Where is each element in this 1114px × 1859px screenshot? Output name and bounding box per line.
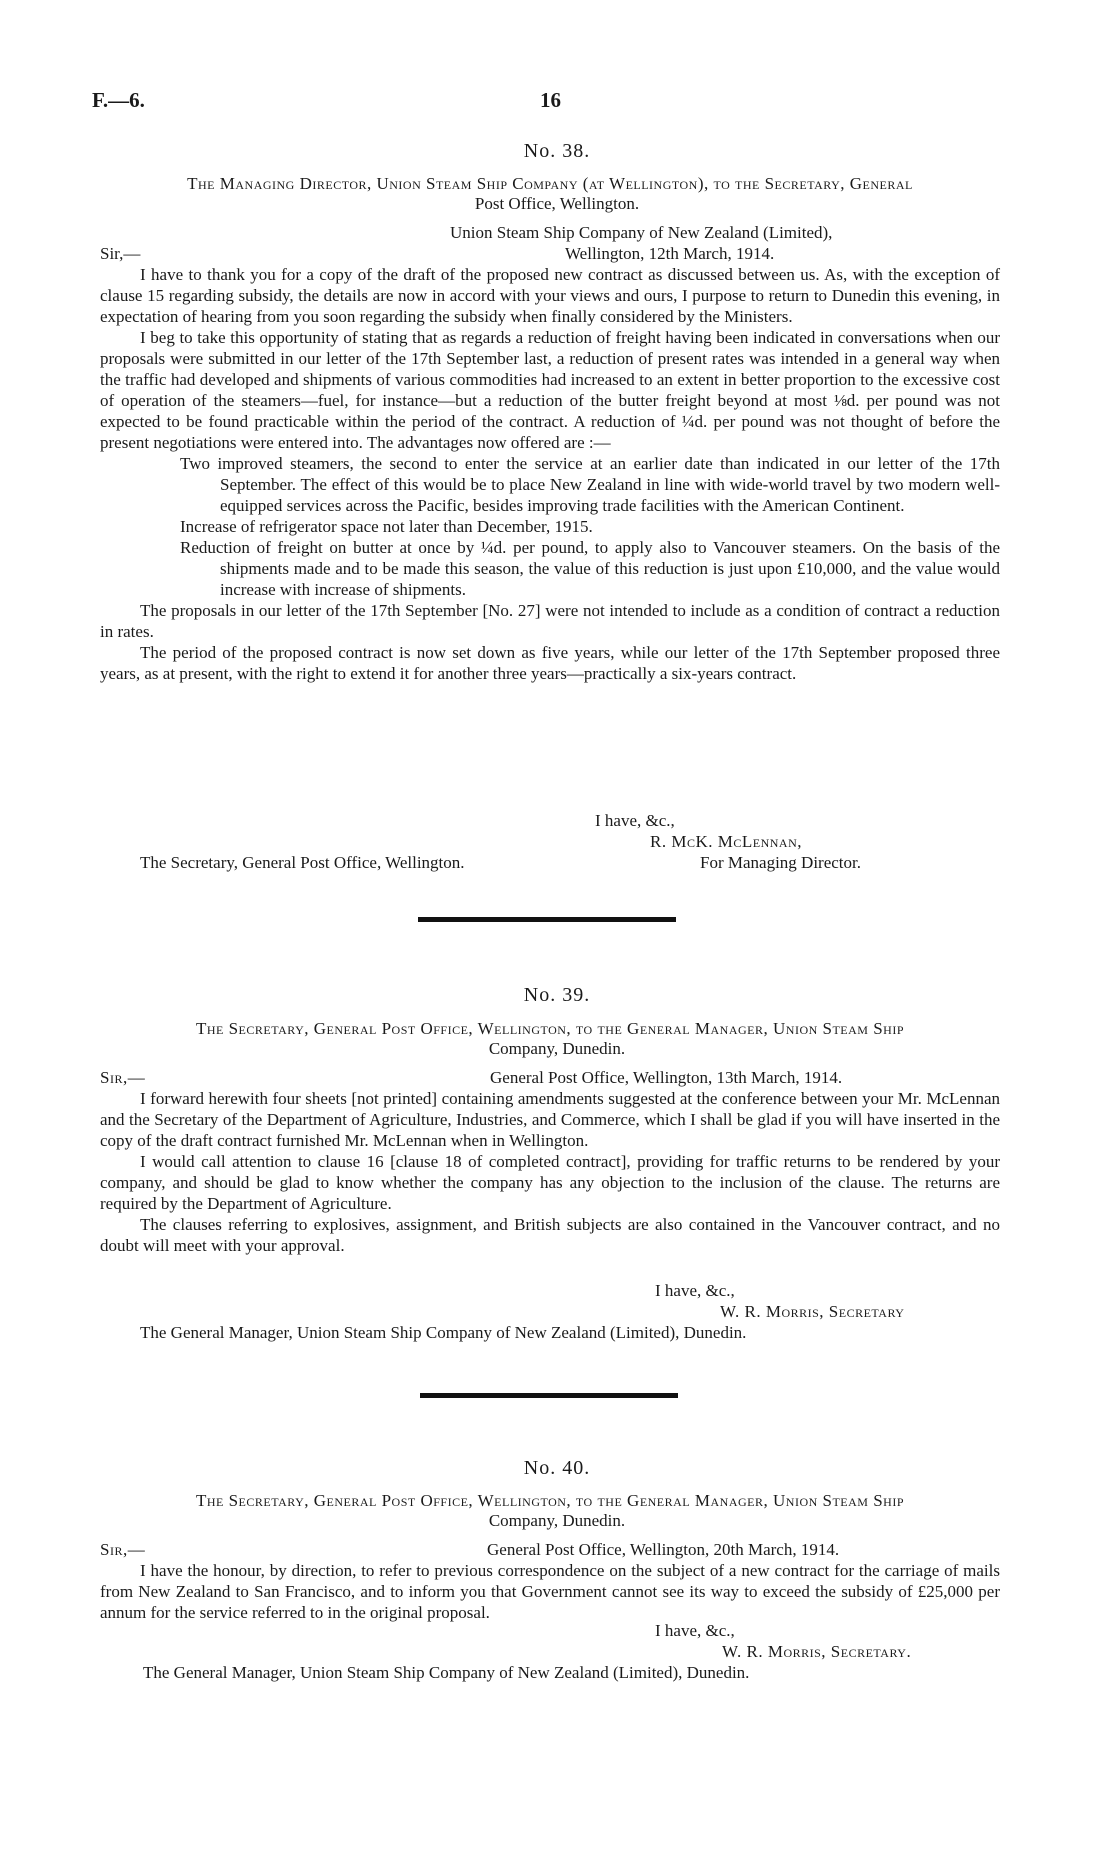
page-number: 16	[540, 88, 561, 112]
letter-38-paragraph: I have to thank you for a copy of the draft of the proposed new contract as discussed between us. As, with the exception of clause 15 regarding subsidy, the details are now in accord with your views and ours, I purpose to return to Dunedin this evening, in expectation of hearing from you soon regarding the subsidy when finally considered by the Ministers.	[100, 265, 1000, 326]
document-reference: F.—6.	[92, 88, 145, 112]
letter-39-recipient: The General Manager, Union Steam Ship Company of New Zealand (Limited), Dunedin.	[140, 1323, 747, 1342]
list-item: Increase of refrigerator space not later than December, 1915.	[180, 517, 593, 536]
letter-39-paragraph: I would call attention to clause 16 [clause 18 of completed contract], providing for traffic returns to be rendered by your company, and should be glad to know whether the company has any objection to the inclusion of the clause. The returns are required by the Department of Agriculture.	[100, 1152, 1000, 1213]
letter-38-closing: I have, &c.,	[595, 811, 675, 830]
letter-40-address: General Post Office, Wellington, 20th March, 1914.	[487, 1540, 840, 1559]
section-divider	[420, 1393, 678, 1398]
letter-39-closing: I have, &c.,	[655, 1281, 735, 1300]
letter-39-body	[100, 1088, 1000, 1256]
letter-40-heading-cont: Company, Dunedin.	[488, 1511, 626, 1530]
section-divider	[418, 917, 676, 922]
letter-38-paragraph: The period of the proposed contract is now set down as five years, while our letter of the 17th September proposed three years, as at present, with the right to extend it for another three years—practically a six-years contract.	[100, 643, 1000, 683]
letter-40-heading: The Secretary, General Post Office, Wellington, to the General Manager, Union Steam Ship	[195, 1491, 905, 1510]
letter-40-number: No. 40.	[523, 1457, 591, 1479]
letter-40-paragraph: I have the honour, by direction, to refer to previous correspondence on the subject of a new contract for the carriage of mails from New Zealand to San Francisco, and to inform you that Government cannot see its way to exceed the subsidy of £25,000 per annum for the service referred to in the original proposal.	[100, 1561, 1000, 1622]
letter-38-advantages-list	[100, 453, 1000, 600]
letter-39-salutation: Sir,—	[100, 1068, 146, 1087]
list-item: Two improved steamers, the second to enter the service at an earlier date than indicated in our letter of the 17th September. The effect of this would be to place New Zealand in line with wide-world travel by two modern well-equipped services across the Pacific, besides improving trade facilities with the American Continent.	[180, 454, 1000, 515]
letter-39-heading-cont: Company, Dunedin.	[488, 1039, 626, 1058]
letter-39-paragraph: I forward herewith four sheets [not printed] containing amendments suggested at the conference between your Mr. McLennan and the Secretary of the Department of Agriculture, Industries, and Commerce, which I shall be glad if you will have inserted in the copy of the draft contract furnished Mr. McLennan when in Wellington.	[100, 1089, 1000, 1150]
letter-40-closing: I have, &c.,	[655, 1621, 735, 1640]
letter-38-heading-cont: Post Office, Wellington.	[474, 194, 640, 213]
letter-39-number: No. 39.	[523, 984, 591, 1006]
letter-38-date: Wellington, 12th March, 1914.	[565, 244, 775, 263]
letter-39-address: General Post Office, Wellington, 13th March, 1914.	[490, 1068, 843, 1087]
letter-38-sender-address: Union Steam Ship Company of New Zealand (Limited),	[450, 223, 833, 242]
letter-40-recipient: The General Manager, Union Steam Ship Company of New Zealand (Limited), Dunedin.	[143, 1663, 750, 1682]
list-item: Reduction of freight on butter at once by ¼d. per pound, to apply also to Vancouver steamers. On the basis of the shipments made and to be made this season, the value of this reduction is just upon £10,000, and the value would increase with increase of shipments.	[180, 538, 1000, 599]
letter-39-signature: W. R. Morris, Secretary	[720, 1302, 905, 1321]
letter-38-number: No. 38.	[523, 140, 591, 162]
letter-38-signatory-title: For Managing Director.	[700, 853, 861, 872]
letter-40-salutation: Sir,—	[100, 1540, 146, 1559]
letter-40-body	[100, 1560, 1000, 1623]
letter-38-body	[100, 264, 1000, 684]
letter-38-heading: The Managing Director, Union Steam Ship Company (at Wellington), to the Secretary, General	[187, 174, 913, 193]
letter-38-recipient: The Secretary, General Post Office, Wellington.	[140, 853, 465, 872]
letter-38-paragraph: I beg to take this opportunity of stating that as regards a reduction of freight having been indicated in conversations when our proposals were submitted in our letter of the 17th September last, a reduction of present rates was intended in a general way when the traffic had developed and shipments of various commodities had increased to an extent in better proportion to the excessive cost of operation of the steamers—fuel, for instance—but a reduction of the butter freight beyond at most ⅛d. per pound was not expected to be found practicable within the period of the contract. A reduction of ¼d. per pound was not thought of before the present negotiations were entered into. The advantages now offered are :—	[100, 328, 1000, 452]
letter-38-paragraph: The proposals in our letter of the 17th September [No. 27] were not intended to include as a condition of contract a reduction in rates.	[100, 601, 1000, 641]
letter-38-signature: R. McK. McLennan,	[650, 832, 802, 851]
letter-40-signature: W. R. Morris, Secretary.	[722, 1642, 912, 1661]
letter-38-salutation: Sir,—	[100, 244, 141, 263]
letter-39-paragraph: The clauses referring to explosives, assignment, and British subjects are also contained in the Vancouver contract, and no doubt will meet with your approval.	[100, 1215, 1000, 1255]
letter-39-heading: The Secretary, General Post Office, Wellington, to the General Manager, Union Steam Ship	[195, 1019, 905, 1038]
